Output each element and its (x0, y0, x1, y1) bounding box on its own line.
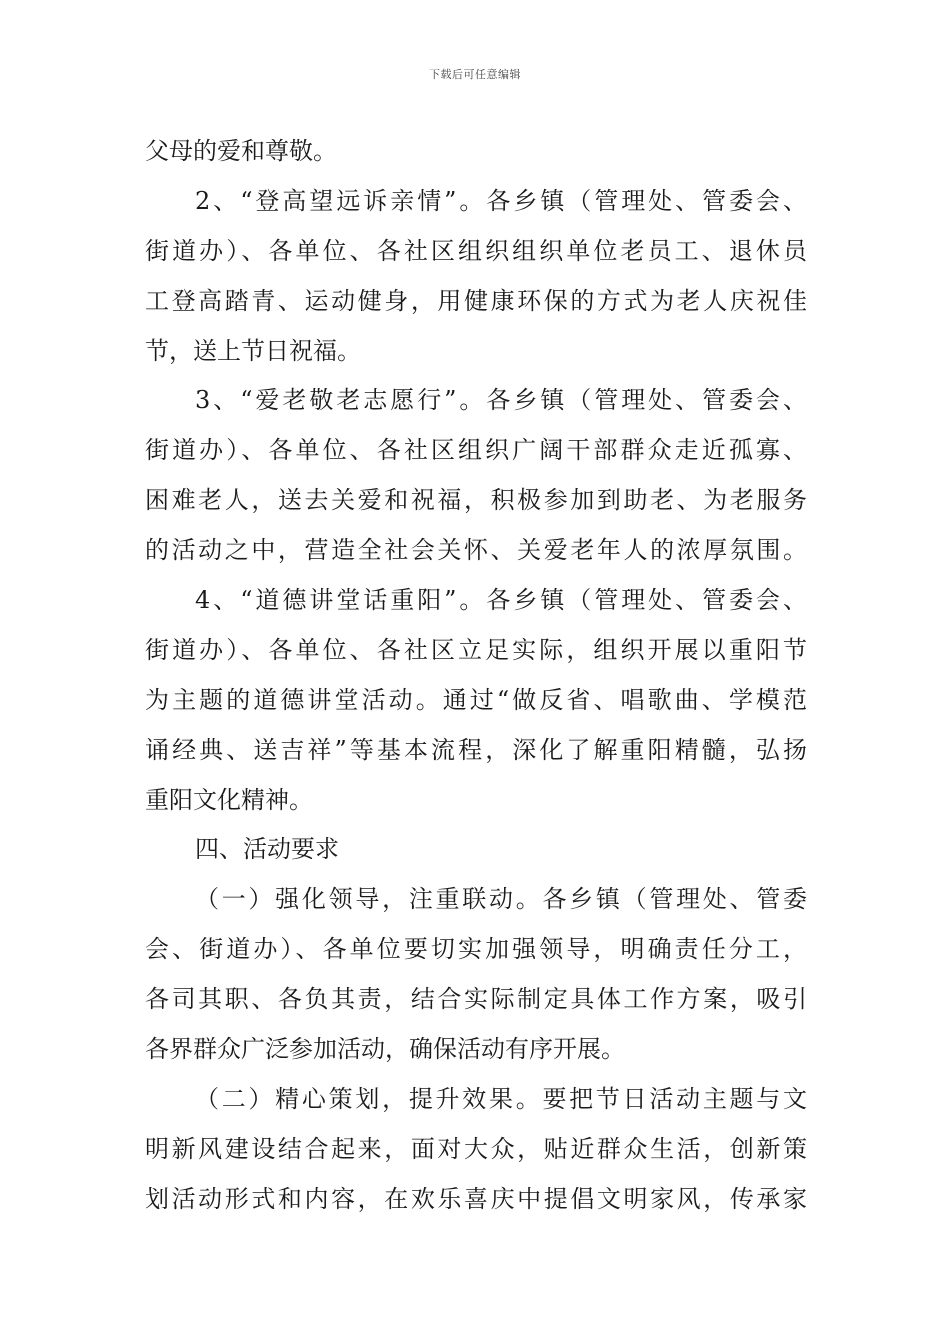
text-line: 街道办）、各单位、各社区组织组织单位老员工、退休员 (145, 236, 807, 265)
text-line: 2、“登高望远诉亲情”。各乡镇（管理处、管委会、 (195, 186, 807, 215)
text-line: 诵经典、送吉祥”等基本流程，深化了解重阳精髓，弘扬 (145, 735, 807, 764)
text-line: 父母的爱和尊敬。 (145, 137, 337, 165)
page-header-note: 下载后可任意编辑 (429, 68, 521, 81)
text-line: 明新风建设结合起来，面对大众，贴近群众生活，创新策 (145, 1134, 807, 1163)
text-line: 会、街道办）、各单位要切实加强领导，明确责任分工， (145, 935, 807, 964)
text-line: 3、“爱老敬老志愿行”。各乡镇（管理处、管委会、 (195, 386, 807, 415)
text-line: （二）精心策划，提升效果。要把节日活动主题与文 (195, 1084, 807, 1113)
text-line: 重阳文化精神。 (145, 785, 313, 814)
text-line: 的活动之中，营造全社会关怀、关爱老年人的浓厚氛围。 (145, 536, 807, 565)
text-line: 节，送上节日祝福。 (145, 336, 361, 365)
document-body (145, 128, 807, 1226)
text-line: 街道办）、各单位、各社区立足实际，组织开展以重阳节 (145, 635, 807, 664)
text-line: 街道办）、各单位、各社区组织广阔干部群众走近孤寡、 (145, 436, 807, 465)
text-line: 各界群众广泛参加活动，确保活动有序开展。 (145, 1035, 625, 1064)
text-line: 困难老人，送去关爱和祝福，积极参加到助老、为老服务 (145, 486, 807, 515)
text-line: 工登高踏青、运动健身，用健康环保的方式为老人庆祝佳 (145, 286, 807, 315)
section-heading: 四、活动要求 (195, 835, 339, 864)
text-line: 划活动形式和内容，在欢乐喜庆中提倡文明家风，传承家 (145, 1184, 807, 1213)
text-line: 各司其职、各负其责，结合实际制定具体工作方案，吸引 (145, 985, 807, 1014)
text-line: 为主题的道德讲堂活动。通过“做反省、唱歌曲、学模范 (145, 685, 807, 714)
text-line: 4、“道德讲堂话重阳”。各乡镇（管理处、管委会、 (195, 586, 807, 615)
text-line: （一）强化领导，注重联动。各乡镇（管理处、管委 (195, 885, 807, 914)
